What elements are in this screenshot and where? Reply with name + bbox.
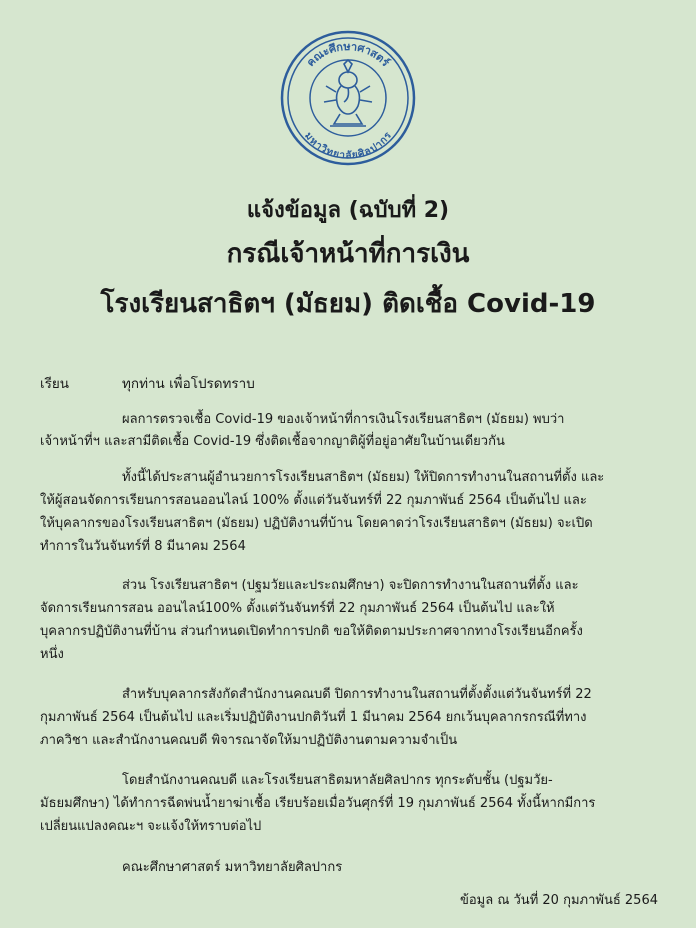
paragraph-2-line-4: ทำการในวันจันทร์ที่ 8 มีนาคม 2564 bbox=[40, 539, 246, 554]
paragraph-5-line-1: โดยสำนักงานคณบดี และโรงเรียนสาธิตมหาลัยศิลปากร ทุกระดับชั้น (ปฐมวัย- bbox=[122, 773, 553, 788]
paragraph-1-line-1: ผลการตรวจเชื้อ Covid-19 ของเจ้าหน้าที่การเงินโรงเรียนสาธิตฯ (มัธยม) พบว่า bbox=[122, 412, 565, 427]
paragraph-5-line-3: เปลี่ยนแปลงคณะฯ จะแจ้งให้ทราบต่อไป bbox=[40, 819, 262, 834]
ganesha-emblem-icon bbox=[324, 60, 372, 126]
paragraph-1-line-2: เจ้าหน้าที่ฯ และสามีติดเชื้อ Covid-19 ซึ่งติดเชื้อจากญาติผู้ที่อยู่อาศัยในบ้านเดียวกัน bbox=[40, 434, 505, 449]
recipient-text: ทุกท่าน เพื่อโปรดทราบ bbox=[122, 376, 255, 392]
seal-top-text: คณะศึกษาศาสตร์ bbox=[304, 39, 393, 70]
paragraph-3-line-2: จัดการเรียนการสอน ออนไลน์100% ตั้งแต่วันจันทร์ที่ 22 กุมภาพันธ์ 2564 เป็นต้นไป และให้ bbox=[40, 601, 555, 616]
announcement-title-line1: แจ้งข้อมูล (ฉบับที่ 2) bbox=[246, 198, 450, 223]
paragraph-3-line-4: หนึ่ง bbox=[40, 647, 64, 662]
announcement-title-line2: กรณีเจ้าหน้าที่การเงิน bbox=[226, 239, 470, 269]
date-line: ข้อมูล ณ วันที่ 20 กุมภาพันธ์ 2564 bbox=[459, 893, 658, 908]
paragraph-4-line-1: สำหรับบุคลากรสังกัดสำนักงานคณบดี ปิดการทำงานในสถานที่ตั้งตั้งแต่วันจันทร์ที่ 22 bbox=[122, 687, 592, 702]
announcement-title-line3: โรงเรียนสาธิตฯ (มัธยม) ติดเชื้อ Covid-19 bbox=[100, 289, 596, 319]
paragraph-4-line-2: กุมภาพันธ์ 2564 เป็นต้นไป และเริ่มปฏิบัติงานปกติวันที่ 1 มีนาคม 2564 ยกเว้นบุคลากรกรณีที่ทาง bbox=[40, 710, 587, 725]
signature-line: คณะศึกษาศาสตร์ มหาวิทยาลัยศิลปากร bbox=[122, 860, 343, 875]
paragraph-5-line-2: มัธยมศึกษา) ได้ทำการฉีดพ่นน้ำยาฆ่าเชื้อ เรียบร้อยเมื่อวันศุกร์ที่ 19 กุมภาพันธ์ 2564 ทั้งนี้หากมีการ bbox=[40, 796, 596, 811]
paragraph-2-line-1: ทั้งนี้ได้ประสานผู้อำนวยการโรงเรียนสาธิตฯ (มัธยม) ให้ปิดการทำงานในสถานที่ตั้ง และ bbox=[122, 470, 605, 485]
paragraph-2-line-2: ให้ผู้สอนจัดการเรียนการสอนออนไลน์ 100% ตั้งแต่วันจันทร์ที่ 22 กุมภาพันธ์ 2564 เป็นต้นไป และ bbox=[40, 493, 587, 508]
seal-bottom-text: มหาวิทยาลัยศิลปากร bbox=[302, 130, 394, 162]
paragraph-4-line-3: ภาควิชา และสำนักงานคณบดี พิจารณาจัดให้มาปฏิบัติงานตามความจำเป็น bbox=[40, 733, 458, 748]
recipient-label: เรียน bbox=[40, 376, 70, 392]
faculty-seal-logo bbox=[278, 28, 418, 168]
paragraph-2-line-3: ให้บุคลากรของโรงเรียนสาธิตฯ (มัธยม) ปฏิบัติงานที่บ้าน โดยคาดว่าโรงเรียนสาธิตฯ (มัธยม) จะเปิด bbox=[40, 516, 593, 531]
paragraph-3-line-3: บุคลากรปฏิบัติงานที่บ้าน ส่วนกำหนดเปิดทำการปกติ ขอให้ติดตามประกาศจากทางโรงเรียนอีกครั้ง bbox=[40, 624, 583, 639]
paragraph-3-line-1: ส่วน โรงเรียนสาธิตฯ (ปฐมวัยและประถมศึกษา) จะปิดการทำงานในสถานที่ตั้ง และ bbox=[122, 578, 579, 593]
